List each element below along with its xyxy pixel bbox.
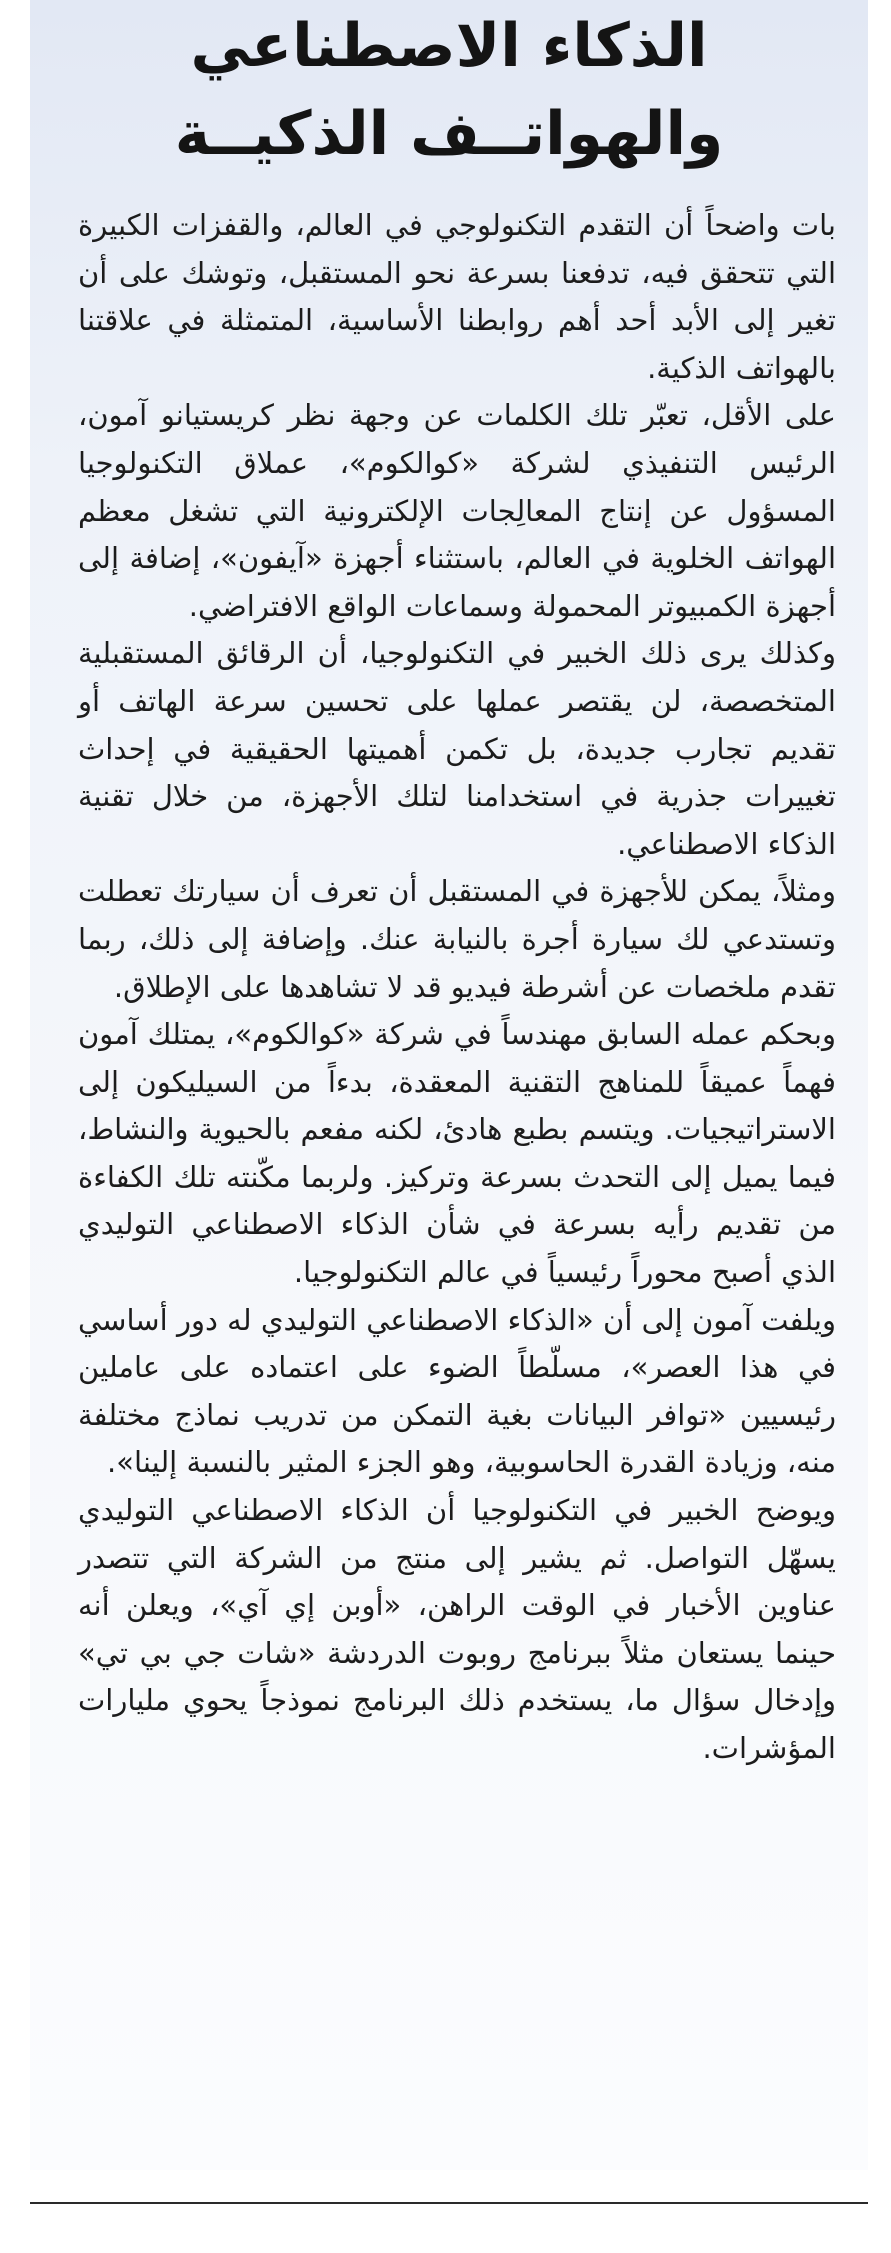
headline-line-1: الذكاء الاصطناعي [190, 11, 708, 81]
paragraph: وبحكم عمله السابق مهندساً في شركة «كوالكوم»، يمتلك آمون فهماً عميقاً للمناهج التقنية المعقدة، بدءاً من السيليكون إلى الاستراتيجيات. ويتسم بطبع هادئ، لكنه مفعم بالحيوية والنشاط، فيما يميل إلى التحدث بسرعة وتركيز. ولربما مكّنته تلك الكفاءة من تقديم رأيه بسرعة في شأن الذكاء الاصطناعي التوليدي الذي أصبح محوراً رئيسياً في عالم التكنولوجيا. [78, 1017, 836, 1290]
bottom-divider-rule [30, 2202, 868, 2204]
paragraph: ومثلاً، يمكن للأجهزة في المستقبل أن تعرف أن سيارتك تعطلت وتستدعي لك سيارة أجرة بالنيابة عنك. وإضافة إلى ذلك، ربما تقدم ملخصات عن أشرطة فيديو قد لا تشاهدها على الإطلاق. [78, 874, 836, 1004]
article-body [78, 202, 836, 1773]
paragraph: وكذلك يرى ذلك الخبير في التكنولوجيا، أن الرقائق المستقبلية المتخصصة، لن يقتصر عملها على تحسين سرعة الهاتف أو تقديم تجارب جديدة، بل تكمن أهميتها الحقيقية في إحداث تغييرات جذرية في استخدامنا لتلك الأجهزة، من خلال تقنية الذكاء الاصطناعي. [78, 636, 836, 861]
paragraph: ويوضح الخبير في التكنولوجيا أن الذكاء الاصطناعي التوليدي يسهّل التواصل. ثم يشير إلى منتج من الشركة التي تتصدر عناوين الأخبار في الوقت الراهن، «أوبن إي آي»، ويعلن أنه حينما يستعان مثلاً ببرنامج روبوت الدردشة «شات جي بي تي» وإدخال سؤال ما، يستخدم ذلك البرنامج نموذجاً يحوي مليارات المؤشرات. [78, 1493, 836, 1765]
headline-line-2: والهواتــف الذكيــة [174, 99, 724, 169]
paragraph: بات واضحاً أن التقدم التكنولوجي في العالم، والقفزات الكبيرة التي تتحقق فيه، تدفعنا بسرعة نحو المستقبل، وتوشك على أن تغير إلى الأبد أحد أهم روابطنا الأساسية، المتمثلة في علاقتنا بالهواتف الذكية. [78, 208, 836, 385]
article-headline [30, 2, 868, 178]
paragraph: على الأقل، تعبّر تلك الكلمات عن وجهة نظر كريستيانو آمون، الرئيس التنفيذي لشركة «كوالكوم»، عملاق التكنولوجيا المسؤول عن إنتاج المعالِجات الإلكترونية التي تشغل معظم الهواتف الخلوية في العالم، باستثناء أجهزة «آيفون»، إضافة إلى أجهزة الكمبيوتر المحمولة وسماعات الواقع الافتراضي. [78, 398, 836, 623]
paragraph: ويلفت آمون إلى أن «الذكاء الاصطناعي التوليدي له دور أساسي في هذا العصر»، مسلّطاً الضوء على اعتماده على عاملين رئيسيين «توافر البيانات بغية التمكن من تدريب نماذج مختلفة منه، وزيادة القدرة الحاسوبية، وهو الجزء المثير بالنسبة إلينا». [78, 1302, 836, 1480]
